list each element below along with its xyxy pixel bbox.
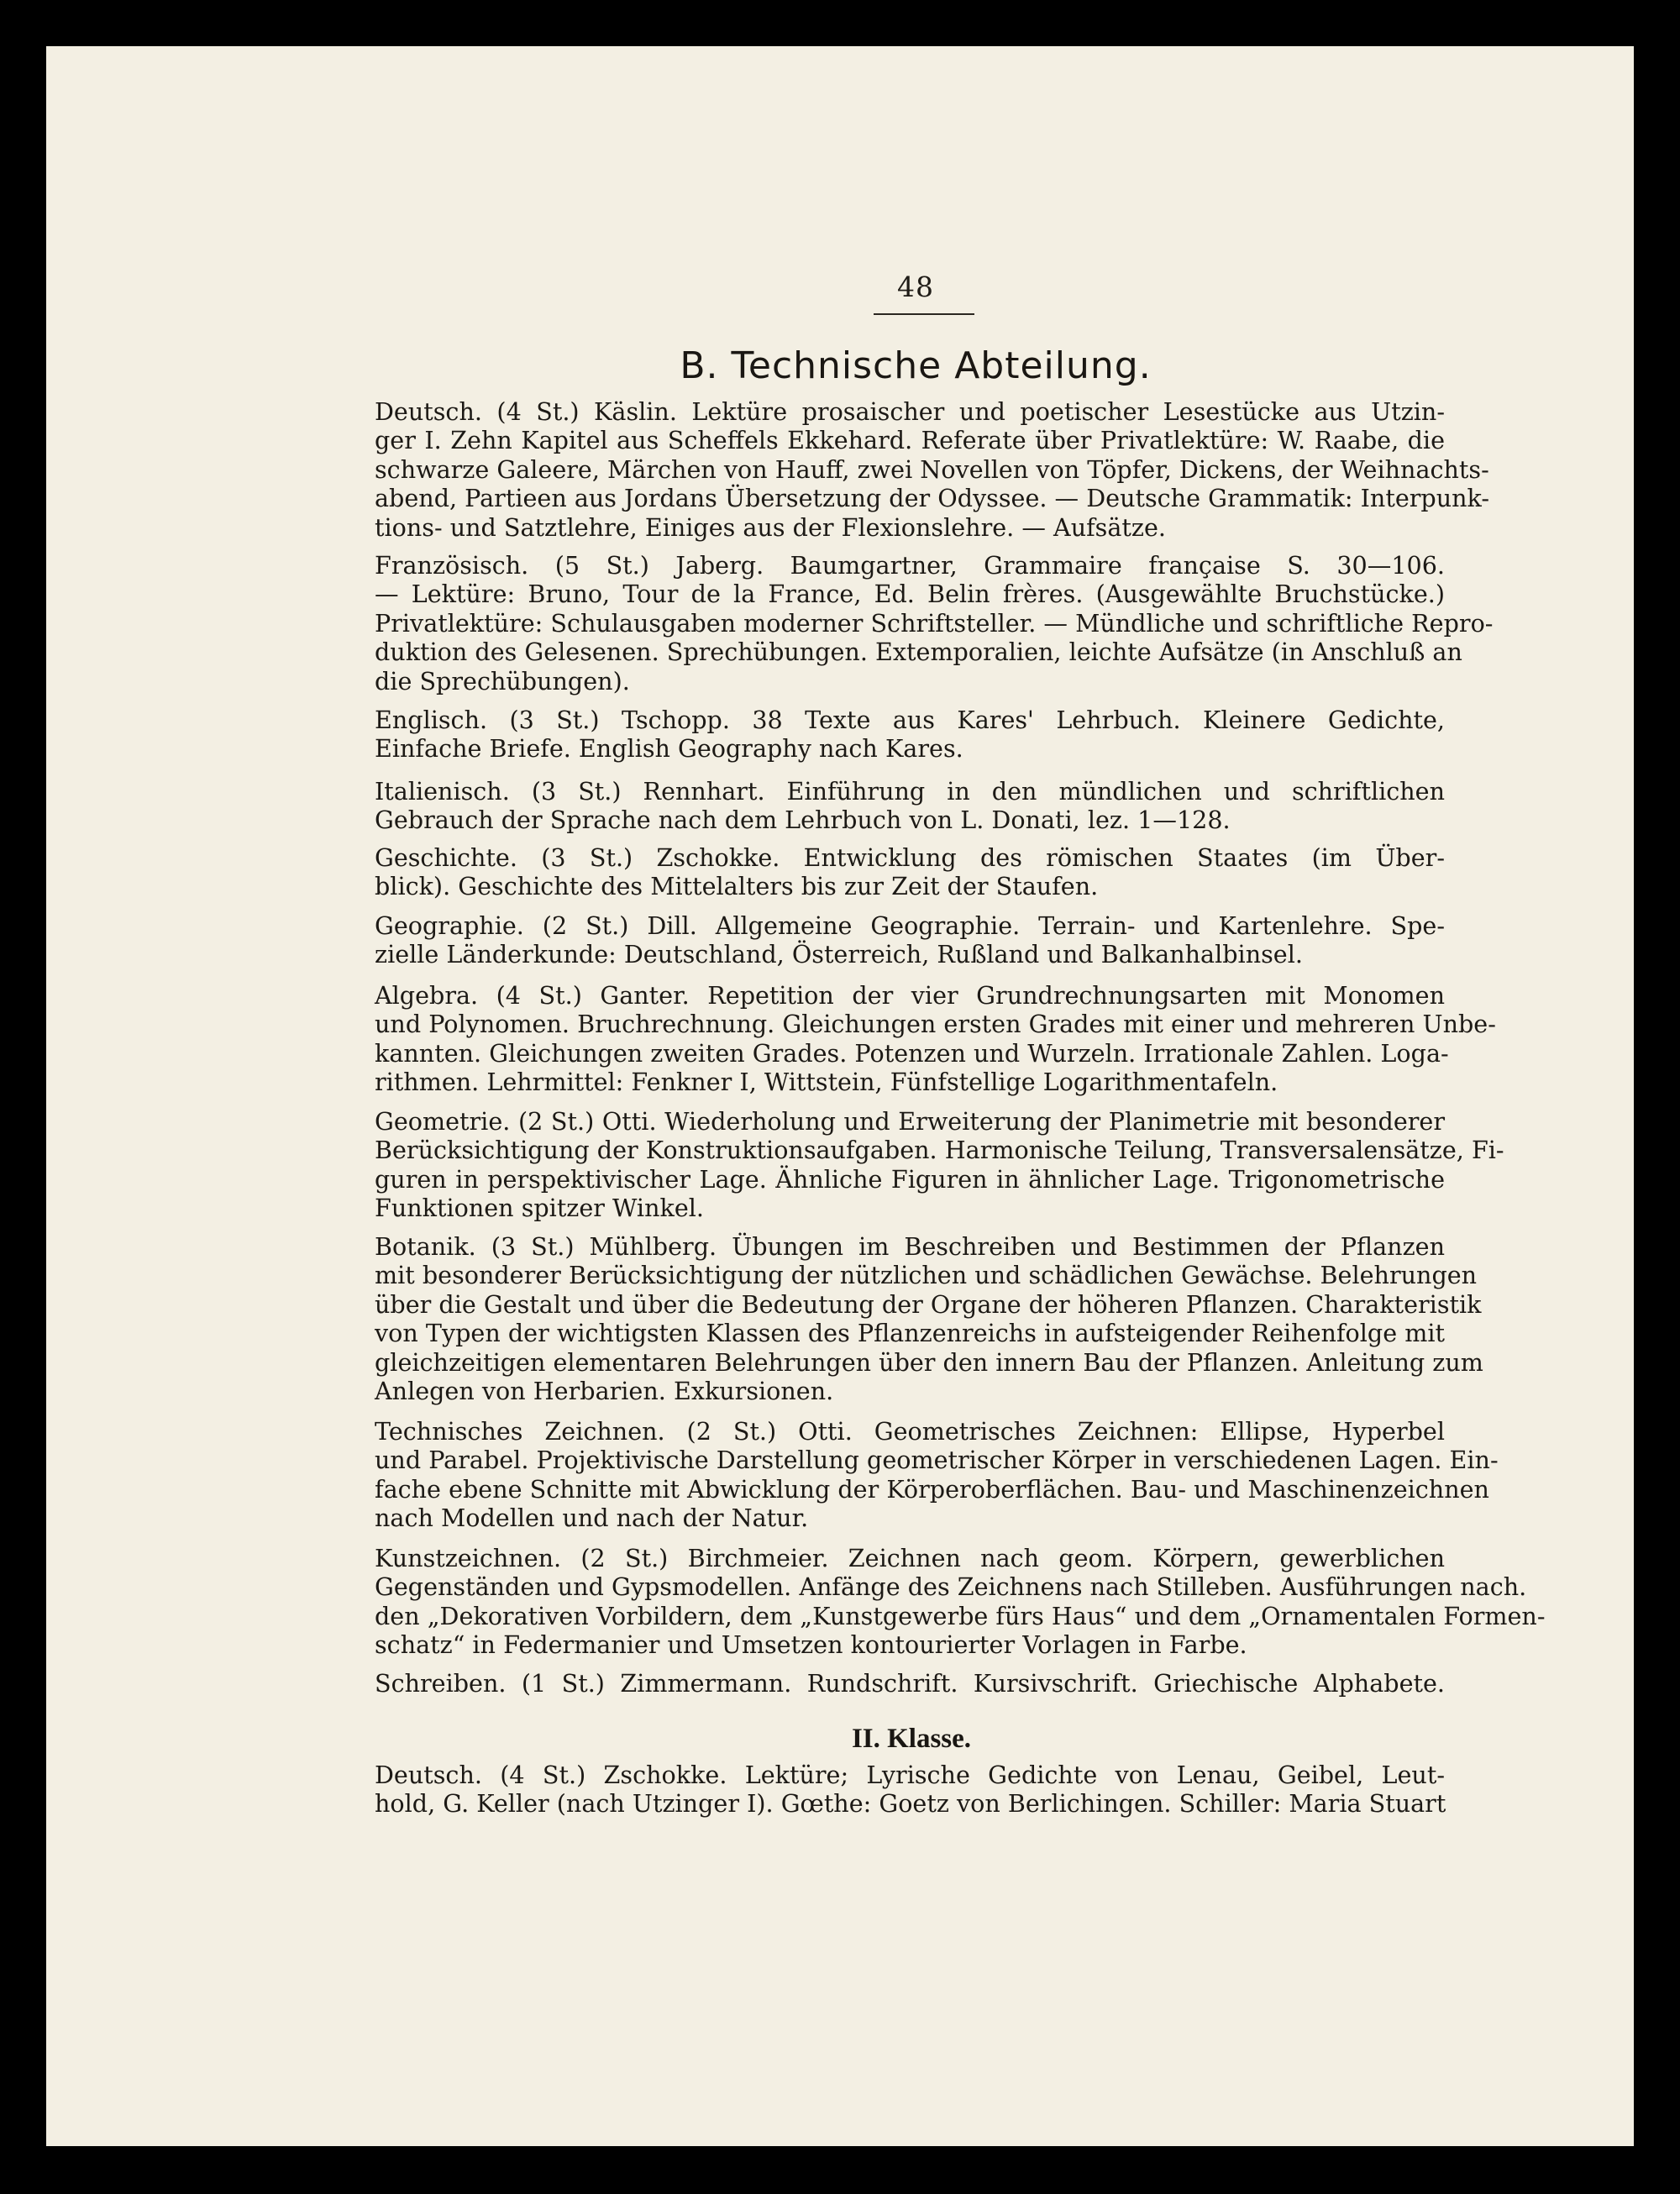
text-line: fache ebene Schnitte mit Abwicklung der Körperoberflächen. Bau- und Maschinenzeichnen xyxy=(375,1474,1489,1504)
text-line: Anlegen von Herbarien. Exkursionen. xyxy=(375,1377,834,1406)
text-line: duktion des Gelesenen. Sprechübungen. Extemporalien, leichte Aufsätze (in Anschluß an xyxy=(375,638,1462,667)
text-line: Englisch. (3 St.) Tschopp. 38 Texte aus Kares' Lehrbuch. Kleinere Gedichte, xyxy=(375,706,1445,734)
text-line: Privatlektüre: Schulausgaben moderner Schriftsteller. — Mündliche und schriftliche Repro- xyxy=(375,608,1494,638)
paragraph-geschichte xyxy=(375,843,1445,901)
class-heading: II. Klasse. xyxy=(851,1724,972,1754)
paragraph-technisches-zeichnen xyxy=(375,1417,1499,1533)
text-line: Kunstzeichnen. (2 St.) Birchmeier. Zeichnen nach geom. Körpern, gewerblichen xyxy=(375,1544,1445,1572)
text-line: und Polynomen. Bruchrechnung. Gleichungen ersten Grades mit einer und mehreren Unbe- xyxy=(375,1010,1496,1039)
paragraph-kunstzeichnen xyxy=(375,1544,1546,1660)
text-line: ger I. Zehn Kapitel aus Scheffels Ekkehard. Referate über Privatlektüre: W. Raabe, die xyxy=(375,426,1445,455)
text-line: Deutsch. (4 St.) Zschokke. Lektüre; Lyrische Gedichte von Lenau, Geibel, Leut- xyxy=(375,1761,1445,1789)
paragraph-algebra xyxy=(375,981,1496,1097)
text-line: von Typen der wichtigsten Klassen des Pflanzenreichs in aufsteigender Reihenfolge mit xyxy=(375,1319,1445,1348)
text-line: Technisches Zeichnen. (2 St.) Otti. Geometrisches Zeichnen: Ellipse, Hyperbel xyxy=(375,1417,1445,1446)
section-heading: B. Technische Abteilung. xyxy=(680,344,1152,387)
text-line: guren in perspektivischer Lage. Ähnliche Figuren in ähnlicher Lage. Trigonometrische xyxy=(375,1164,1445,1194)
text-line: mit besonderer Berücksichtigung der nützlichen und schädlichen Gewächse. Belehrungen xyxy=(375,1261,1478,1290)
text-line: — Lektüre: Bruno, Tour de la France, Ed. Belin frères. (Ausgewählte Bruchstücke.) xyxy=(375,580,1445,609)
text-line: kannten. Gleichungen zweiten Grades. Potenzen und Wurzeln. Irrationale Zahlen. Loga- xyxy=(375,1038,1449,1068)
text-line: Geschichte. (3 St.) Zschokke. Entwicklung des römischen Staates (im Über- xyxy=(375,843,1445,872)
page-number-rule xyxy=(874,313,974,315)
text-line: Geometrie. (2 St.) Otti. Wiederholung und Erweiterung der Planimetrie mit besonderer xyxy=(375,1107,1445,1136)
text-line: hold, G. Keller (nach Utzinger I). Gœthe: Goetz von Berlichingen. Schiller: Maria Stuart xyxy=(375,1789,1446,1819)
text-line: Gegenständen und Gypsmodellen. Anfänge des Zeichnens nach Stilleben. Ausführungen nach. xyxy=(375,1572,1527,1602)
paragraph-geographie xyxy=(375,911,1445,969)
text-line: nach Modellen und nach der Natur. xyxy=(375,1504,809,1533)
text-line: Berücksichtigung der Konstruktionsaufgaben. Harmonische Teilung, Transversalensätze, Fi- xyxy=(375,1136,1504,1165)
page-number: 48 xyxy=(897,270,934,303)
paragraph-botanik xyxy=(375,1232,1483,1406)
text-line: zielle Länderkunde: Deutschland, Österreich, Rußland und Balkanhalbinsel. xyxy=(375,940,1303,969)
text-line: die Sprechübungen). xyxy=(375,666,630,695)
text-line: schwarze Galeere, Märchen von Hauff, zwei Novellen von Töpfer, Dickens, der Weihnachts- xyxy=(375,454,1489,484)
text-line: Funktionen spitzer Winkel. xyxy=(375,1194,704,1223)
text-line: Botanik. (3 St.) Mühlberg. Übungen im Beschreiben und Bestimmen der Pflanzen xyxy=(375,1232,1445,1261)
paragraph-deutsch xyxy=(375,397,1490,542)
paragraph-italienisch xyxy=(375,777,1445,835)
text-line: den „Dekorativen Vorbildern, dem „Kunstgewerbe fürs Haus“ und dem „Ornamentalen Formen- xyxy=(375,1601,1546,1630)
text-line: gleichzeitigen elementaren Belehrungen über den innern Bau der Pflanzen. Anleitung zum xyxy=(375,1347,1483,1377)
paragraph-englisch xyxy=(375,706,1445,764)
text-line: Deutsch. (4 St.) Käslin. Lektüre prosaischer und poetischer Lesestücke aus Utzin- xyxy=(375,397,1445,426)
text-line: abend, Partieen aus Jordans Übersetzung der Odyssee. — Deutsche Grammatik: Interpunk- xyxy=(375,484,1490,513)
text-line: Geographie. (2 St.) Dill. Allgemeine Geographie. Terrain- und Kartenlehre. Spe- xyxy=(375,911,1445,940)
text-line: über die Gestalt und über die Bedeutung der Organe der höheren Pflanzen. Charakteristik xyxy=(375,1289,1482,1319)
text-line: Einfache Briefe. English Geography nach Kares. xyxy=(375,734,963,764)
text-line: Schreiben. (1 St.) Zimmermann. Rundschrift. Kursivschrift. Griechische Alphabete. xyxy=(375,1669,1445,1698)
paragraph-geometrie xyxy=(375,1107,1504,1223)
text-line: Algebra. (4 St.) Ganter. Repetition der vier Grundrechnungsarten mit Monomen xyxy=(375,981,1445,1010)
text-line: und Parabel. Projektivische Darstellung geometrischer Körper in verschiedenen Lagen. Ein- xyxy=(375,1446,1499,1475)
text-line: schatz“ in Federmanier und Umsetzen kontourierter Vorlagen in Farbe. xyxy=(375,1630,1247,1660)
text-line: Gebrauch der Sprache nach dem Lehrbuch von L. Donati, lez. 1—128. xyxy=(375,806,1231,835)
paragraph-schreiben xyxy=(375,1669,1445,1698)
text-line: Italienisch. (3 St.) Rennhart. Einführung in den mündlichen und schriftlichen xyxy=(375,777,1445,806)
text-line: Französisch. (5 St.) Jaberg. Baumgartner, Grammaire française S. 30—106. xyxy=(375,551,1445,580)
paragraph-klasse-2-deutsch xyxy=(375,1761,1445,1819)
text-line: blick). Geschichte des Mittelalters bis zur Zeit der Staufen. xyxy=(375,872,1099,901)
text-line: tions- und Satztlehre, Einiges aus der Flexionslehre. — Aufsätze. xyxy=(375,512,1166,542)
paragraph-franzoesisch xyxy=(375,551,1494,695)
text-line: rithmen. Lehrmittel: Fenkner I, Wittstein, Fünfstellige Logarithmentafeln. xyxy=(375,1068,1278,1097)
